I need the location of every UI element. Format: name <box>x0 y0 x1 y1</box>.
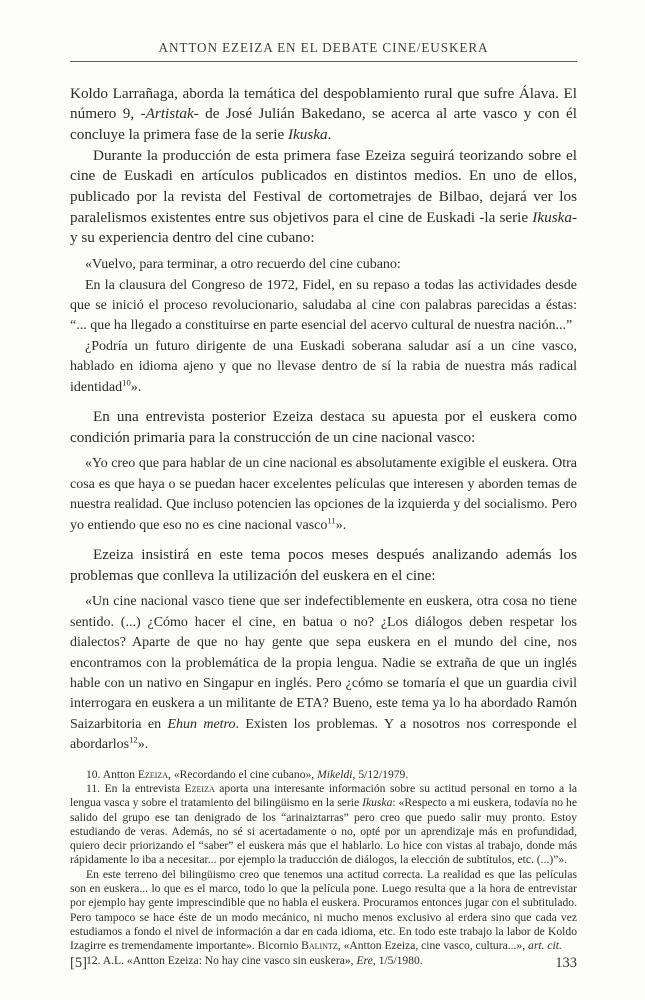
text-run: En la clausura del Congreso de 1972, Fidel, en su repaso a todas las actividades desde que se inició el proceso revolucionario, saludaba al cine con palabras parecidas a éstas: “... que ha llegado a constituirse en parte esencial del acervo cultural de nuestra nación...” <box>70 277 577 334</box>
text-run: «Un cine nacional vasco tiene que ser indefectiblemente en euskera, otra cosa no tiene sentido. (...) ¿Cómo hacer el cine, en batua o no? ¿Los diálogos deben respetar los dialectos? Aparte de que no hay gente que sepa euskera en el mundo del cine, nos encontramos con la problemática de la propia lengua. Nadie se extraña de que un inglés hable con un nativo en Singapur en inglés. Pero ¿cómo se tomaría el que un guardia civil interrogara en euskera a un militante de ETA? Bueno, este tema ya lo ha abordado Ramón Saizarbitoria en <box>70 594 577 732</box>
italic-run: Ehun metro <box>167 716 236 732</box>
text-run: ¿Podría un futuro dirigente de una Euskadi soberana saludar así a un cine vasco, hablado en idioma ajeno y que no llevase dentro de sí la rabia de nuestra más radical identidad <box>70 338 577 395</box>
text-run: «Yo creo que para hablar de un cine nacional es absolutamente exigible el euskera. Otra cosa es que haya o se puedan hacer excelentes películas que interesen y aborden temas de nuestra realidad. Que incluso potencien las opciones de la izquierda y del socialismo. Pero yo entiendo que eso no es cine nacional vasco <box>70 456 577 533</box>
footnote-ref: 12 <box>129 734 138 745</box>
footnote-ref: 10 <box>122 376 131 387</box>
italic-run: Ikuska <box>532 208 572 226</box>
text-run: aporta una interesante información sobre su actitud personal en torno a la lengua vasca y sobre el tratamiento del bilingüismo en la serie <box>70 781 577 810</box>
footnote-ref: 11 <box>327 514 336 525</box>
block-quote-paragraph <box>70 276 577 337</box>
text-run: 12. A.L. «Antton Ezeiza: No hay cine vasco sin euskera», <box>86 953 357 967</box>
body-paragraph <box>70 545 577 586</box>
block-quote-paragraph <box>70 337 577 398</box>
footnote <box>70 768 577 782</box>
body-paragraph <box>70 407 577 448</box>
text-run: - de José Julián Bakedano, se acerca al arte vasco y con él concluye la primera fase de la serie <box>70 105 578 143</box>
footnotes <box>70 768 577 968</box>
sheet-number: [5] <box>70 955 87 971</box>
body-paragraph <box>70 84 577 146</box>
text-run: , «Recordando el cine cubano», <box>168 767 318 781</box>
block-quote-paragraph <box>70 454 577 536</box>
text-run: ». <box>137 737 149 753</box>
block-quote-paragraph <box>70 592 577 755</box>
text-run: 10. Antton <box>86 767 138 781</box>
text-run: En una entrevista posterior Ezeiza destaca su apuesta por el euskera como condición primaria para la construcción de un cine nacional vasco: <box>70 407 577 446</box>
page-footer <box>70 955 577 972</box>
text-run: ». <box>335 517 347 533</box>
text-run: ». <box>130 379 142 395</box>
smallcaps-run: Ezeiza <box>137 767 169 781</box>
italic-run: Artistak <box>145 105 194 123</box>
page-number: 133 <box>555 955 577 971</box>
text-run: , 1/5/1980. <box>372 953 423 967</box>
smallcaps-run: Ezeiza <box>184 781 215 795</box>
italic-run: Ikuska <box>288 125 328 143</box>
text-run: - y su experiencia dentro del cine cubano: <box>70 208 577 247</box>
italic-run: Ikuska <box>362 796 393 810</box>
italic-run: Ere <box>356 953 373 967</box>
body-paragraph <box>70 146 577 250</box>
footnote <box>70 868 577 954</box>
smallcaps-run: Balintz <box>301 939 338 953</box>
text-run: 11. En la entrevista <box>86 781 185 795</box>
page-body <box>70 84 577 756</box>
text-run: , 5/12/1979. <box>352 767 409 781</box>
text-run: Koldo Larrañaga, aborda la temática del despoblamiento rural que sufre Álava. El número 9, - <box>70 84 577 123</box>
text-run: : «Respecto a mi euskera, todavía no he salido del grupo ese tan denigrado de los “arinaiztarras” pero creo que puedo salir muy pronto. Estoy estudiando de veras. Además, no sé si acertadamente o no, opté por un aprendizaje más en profundidad, quiero decir priorizando el “saber” el euskera más que el hablarlo. Lo hice con vistas al trabajo, donde más rápidamente lo iba a necesitar... por ejemplo la traducción de diálogos, la elección de subtítulos, etc. (...)”». <box>70 796 577 867</box>
page-header <box>70 0 577 62</box>
block-quote-paragraph <box>70 255 577 275</box>
footnote <box>70 782 577 868</box>
text-run: Ezeiza insistirá en este tema pocos meses después analizando además los problemas que conlleva la utilización del euskera en el cine: <box>70 546 577 584</box>
italic-run: art. cit. <box>528 939 562 953</box>
text-run: En este terreno del bilingüismo creo que tenemos una actitud correcta. La realidad es que las películas son en euskera... lo que es el marco, todo lo que la película pone. Luego resulta que a la hora de entrevistar por ejemplo hay gente imprescindible que no habla el euskera. Procuramos entonces jugar con el subtitulado. Pero tampoco se hace éste de un modo mecánico, ni mucho menos exclusivo al erdera sino que cada vez estudiamos a fondo el nivel de información a dar en cada idioma, etc. En todo este trabajo la labor de Koldo Izagirre es tremendamente importante». Bicornio <box>70 867 577 953</box>
running-header-title: ANTTON EZEIZA EN EL DEBATE CINE/EUSKERA <box>70 41 577 62</box>
text-run: . <box>327 125 332 143</box>
text-run: , «Antton Ezeiza, cine vasco, cultura...», <box>337 939 529 953</box>
text-run: «Vuelvo, para terminar, a otro recuerdo del cine cubano: <box>85 257 401 273</box>
italic-run: Mikeldi <box>317 767 353 781</box>
text-run: Durante la producción de esta primera fase Ezeiza seguirá teorizando sobre el cine de Euskadi en artículos publicados en distintos medios. En uno de ellos, publicado por la revista del Festival de cortometrajes de Bilbao, dejará ver los paralelismos existentes entre sus objetivos para el cine de Euskadi -la serie <box>70 146 577 226</box>
text-run: . Existen los problemas. Y a nosotros nos corresponde el abordarlos <box>70 716 577 753</box>
